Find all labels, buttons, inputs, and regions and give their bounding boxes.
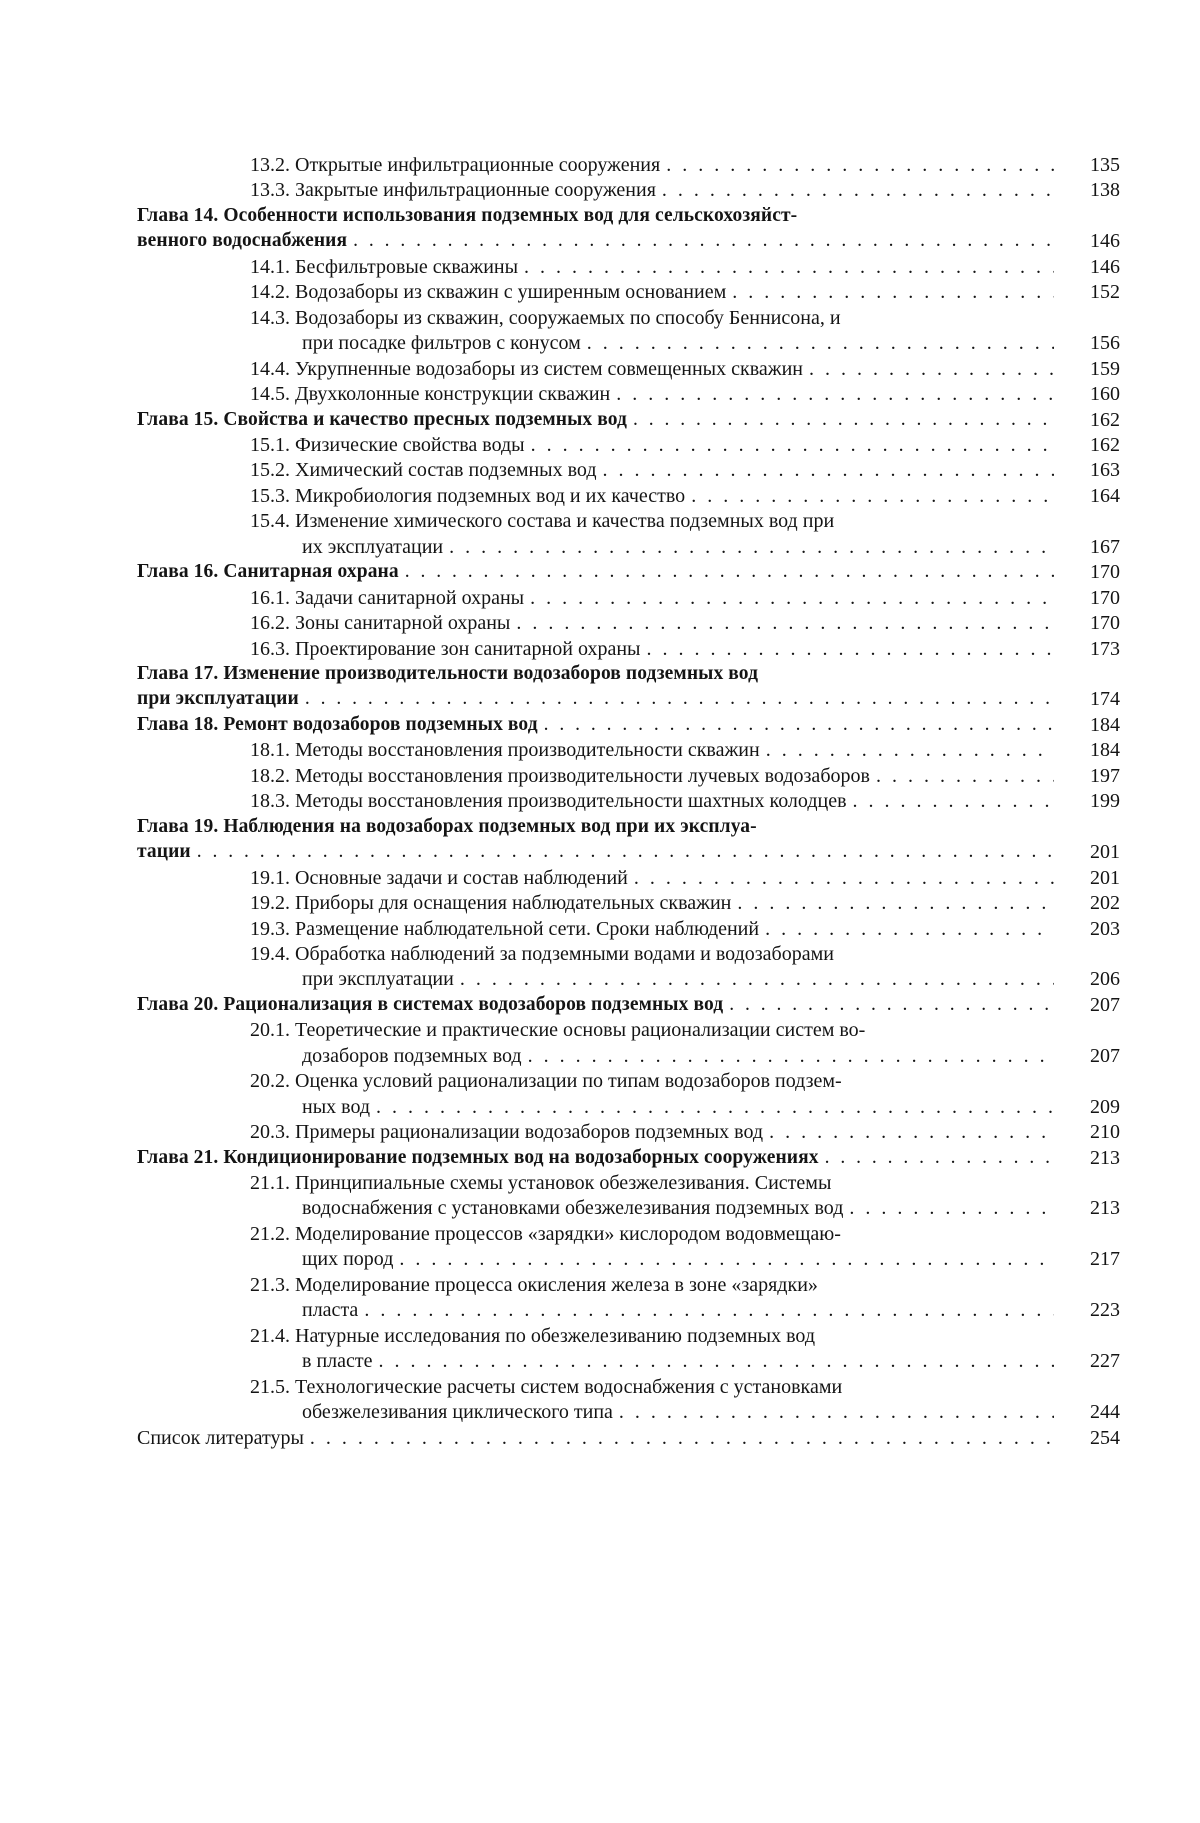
toc-entry	[250, 737, 1112, 763]
toc-entry-page-number: 146	[1054, 228, 1120, 254]
toc-entry-page-number: 184	[1054, 712, 1120, 738]
toc-entry-title: Санитарная охрана	[223, 561, 399, 582]
toc-entry	[137, 1145, 1112, 1171]
toc-entry-title: Зоны санитарной охраны	[295, 612, 511, 634]
toc-entry-title: при эксплуатации	[137, 688, 299, 709]
toc-entry	[250, 279, 1112, 305]
toc-entry-title: Методы восстановления производительности лучевых водозаборов	[295, 765, 870, 787]
toc-entry-title: Физические свойства воды	[295, 434, 525, 456]
toc-entry-number: Глава 19.	[137, 816, 219, 837]
toc-entry-title: Открытые инфильтрационные сооружения	[295, 154, 661, 176]
toc-entry-title: Химический состав подземных вод	[295, 459, 597, 481]
toc-entry	[302, 1399, 1112, 1425]
toc-entry-page-number: 223	[1054, 1297, 1120, 1323]
toc-entry-title: Технологические расчеты систем водоснабжения с установками	[295, 1376, 843, 1398]
toc-entry	[137, 686, 1112, 712]
toc-entry-page-number: 156	[1054, 330, 1120, 356]
toc-entry-title: Проектирование зон санитарной охраны	[295, 638, 641, 660]
toc-entry-page-number: 160	[1054, 381, 1120, 407]
toc-entry	[137, 992, 1112, 1018]
toc-entry	[137, 661, 1112, 687]
toc-entry-title: Примеры рационализации водозаборов подземных вод	[295, 1121, 764, 1143]
toc-entry	[302, 330, 1112, 356]
toc-entry-number: 13.2.	[250, 154, 290, 176]
toc-entry-title: Натурные исследования по обезжелезиванию подземных вод	[295, 1325, 816, 1347]
toc-entry-title: Особенности использования подземных вод для сельскохозяйст-	[223, 205, 798, 226]
toc-entry	[250, 1374, 1112, 1400]
toc-entry	[137, 839, 1112, 865]
toc-entry-page-number: 173	[1054, 636, 1120, 662]
toc-entry-title: при посадке фильтров с конусом	[302, 332, 581, 354]
toc-entry-number: 19.4.	[250, 943, 290, 965]
toc-entry-number: 20.3.	[250, 1121, 290, 1143]
toc-entry-title: Рационализация в системах водозаборов подземных вод	[223, 994, 724, 1015]
toc-entry-page-number: 138	[1054, 177, 1120, 203]
toc-entry-page-number: 227	[1054, 1348, 1120, 1374]
toc-entry-title: щих пород	[302, 1248, 394, 1270]
toc-entry-title: ных вод	[302, 1096, 371, 1118]
toc-entry-number: 15.2.	[250, 459, 290, 481]
toc-entry-page-number: 184	[1054, 737, 1120, 763]
toc-entry	[250, 610, 1112, 636]
toc-entry-title: пласта	[302, 1299, 359, 1321]
toc-entry-title: водоснабжения с установками обезжелезивания подземных вод	[302, 1197, 844, 1219]
toc-entry	[250, 1017, 1112, 1043]
toc-entry	[250, 152, 1112, 178]
toc-entry	[137, 228, 1112, 254]
toc-entry-title: Обработка наблюдений за подземными водами и водозаборами	[295, 943, 834, 965]
toc-entry	[250, 356, 1112, 382]
toc-entry	[250, 763, 1112, 789]
toc-entry-page-number: 162	[1054, 407, 1120, 433]
toc-entry-number: Глава 21.	[137, 1147, 219, 1168]
toc-entry-page-number: 159	[1054, 356, 1120, 382]
toc-entry-title: Методы восстановления производительности скважин	[295, 739, 760, 761]
toc-entry-title: Изменение производительности водозаборов подземных вод	[223, 663, 759, 684]
toc-entry	[250, 483, 1112, 509]
toc-entry-page-number: 207	[1054, 992, 1120, 1018]
toc-entry-title: Методы восстановления производительности шахтных колодцев	[295, 790, 847, 812]
toc-entry-page-number: 254	[1054, 1425, 1120, 1451]
toc-entry-title: Двухколонные конструкции скважин	[295, 383, 611, 405]
toc-entry	[250, 941, 1112, 967]
toc-entry-number: Глава 18.	[137, 714, 219, 735]
toc-entry-page-number: 210	[1054, 1119, 1120, 1145]
toc-entry-number: 19.3.	[250, 918, 290, 940]
toc-entry	[137, 203, 1112, 229]
toc-entry	[250, 1323, 1112, 1349]
toc-entry	[302, 1297, 1112, 1323]
toc-entry-number: 21.1.	[250, 1172, 290, 1194]
toc-entry	[137, 559, 1112, 585]
toc-entry	[137, 814, 1112, 840]
toc-entry-page-number: 162	[1054, 432, 1120, 458]
toc-entry-title: Кондиционирование подземных вод на водозаборных сооружениях	[223, 1147, 819, 1168]
toc-entry-page-number: 209	[1054, 1094, 1120, 1120]
toc-entry-page-number: 207	[1054, 1043, 1120, 1069]
toc-entry-title: Принципиальные схемы установок обезжелезивания. Системы	[295, 1172, 832, 1194]
toc-entry-page-number: 197	[1054, 763, 1120, 789]
toc-entry-page-number: 170	[1054, 585, 1120, 611]
toc-entry	[250, 636, 1112, 662]
toc-entry-number: 20.2.	[250, 1070, 290, 1092]
toc-entry-number: 14.3.	[250, 307, 290, 329]
toc-entry	[302, 1043, 1112, 1069]
toc-entry	[250, 254, 1112, 280]
toc-entry-title: при эксплуатации	[302, 968, 454, 990]
toc-entry-number: 21.4.	[250, 1325, 290, 1347]
toc-entry-page-number: 146	[1054, 254, 1120, 280]
toc-entry-title: Теоретические и практические основы рационализации систем во-	[295, 1019, 866, 1041]
toc-entry-number: 15.3.	[250, 485, 290, 507]
toc-entry-number: 13.3.	[250, 179, 290, 201]
toc-entry-title: Микробиология подземных вод и их качество	[295, 485, 686, 507]
toc-entry	[250, 1221, 1112, 1247]
toc-entry-page-number: 213	[1054, 1145, 1120, 1171]
toc-entry	[137, 1425, 1112, 1451]
toc-entry	[250, 585, 1112, 611]
toc-entry-page-number: 170	[1054, 610, 1120, 636]
toc-entry-page-number: 167	[1054, 534, 1120, 560]
toc-entry-title: их эксплуатации	[302, 536, 444, 558]
toc-entry	[302, 1195, 1112, 1221]
toc-entry-number: 18.3.	[250, 790, 290, 812]
toc-entry-title: Свойства и качество пресных подземных вод	[223, 409, 627, 430]
toc-entry-title: Ремонт водозаборов подземных вод	[223, 714, 538, 735]
toc-entry	[250, 916, 1112, 942]
toc-entry-page-number: 217	[1054, 1246, 1120, 1272]
toc-entry-page-number: 201	[1054, 865, 1120, 891]
toc-entry-number: Глава 17.	[137, 663, 219, 684]
toc-entry	[137, 407, 1112, 433]
toc-entry	[250, 1119, 1112, 1145]
toc-entry-page-number: 163	[1054, 457, 1120, 483]
toc-entry-number: 19.1.	[250, 867, 290, 889]
toc-entry	[250, 1170, 1112, 1196]
toc-entry-number: 21.2.	[250, 1223, 290, 1245]
toc-entry-title: венного водоснабжения	[137, 230, 348, 251]
toc-entry	[250, 788, 1112, 814]
toc-entry-number: 16.3.	[250, 638, 290, 660]
toc-entry-page-number: 206	[1054, 966, 1120, 992]
toc-entry-number: 14.2.	[250, 281, 290, 303]
toc-entry-page-number: 152	[1054, 279, 1120, 305]
toc-entry	[250, 508, 1112, 534]
toc-entry	[137, 712, 1112, 738]
toc-entry-page-number: 174	[1054, 686, 1120, 712]
toc-entry-title: обезжелезивания циклического типа	[302, 1401, 613, 1423]
toc-entry-title: Изменение химического состава и качества подземных вод при	[295, 510, 835, 532]
toc-entry	[250, 381, 1112, 407]
toc-entry-number: 21.5.	[250, 1376, 290, 1398]
toc-entry-number: 14.5.	[250, 383, 290, 405]
toc-entry-page-number: 164	[1054, 483, 1120, 509]
toc-entry-number: 15.1.	[250, 434, 290, 456]
toc-entry	[250, 457, 1112, 483]
toc-entry-title: Водозаборы из скважин, сооружаемых по способу Беннисона, и	[295, 307, 841, 329]
toc-entry-page-number: 135	[1054, 152, 1120, 178]
toc-entry-number: 19.2.	[250, 892, 290, 914]
toc-entry-title: Укрупненные водозаборы из систем совмещенных скважин	[295, 358, 803, 380]
toc-entry-title: Задачи санитарной охраны	[295, 587, 525, 609]
toc-entry-title: Размещение наблюдательной сети. Сроки наблюдений	[295, 918, 760, 940]
toc-entry-title: Бесфильтровые скважины	[295, 256, 519, 278]
toc-entry-number: 18.2.	[250, 765, 290, 787]
toc-entry-page-number: 170	[1054, 559, 1120, 585]
toc-entry	[302, 1348, 1112, 1374]
toc-entry-page-number: 244	[1054, 1399, 1120, 1425]
toc-entry	[250, 890, 1112, 916]
toc-entry-title: Моделирование процесса окисления железа в зоне «зарядки»	[295, 1274, 818, 1296]
toc-entry-page-number: 202	[1054, 890, 1120, 916]
toc-entry	[250, 1272, 1112, 1298]
toc-entry-page-number: 201	[1054, 839, 1120, 865]
toc-entry-title: Приборы для оснащения наблюдательных скважин	[295, 892, 732, 914]
toc-entry-title: Наблюдения на водозаборах подземных вод при их эксплуа-	[223, 816, 757, 837]
toc-entry-title: Моделирование процессов «зарядки» кислородом водовмещаю-	[295, 1223, 841, 1245]
toc-entry-page-number: 203	[1054, 916, 1120, 942]
toc-entry-title: Оценка условий рационализации по типам водозаборов подзем-	[295, 1070, 842, 1092]
toc-entry-page-number: 213	[1054, 1195, 1120, 1221]
toc-entry-title: тации	[137, 841, 191, 862]
toc-entry-number: Глава 16.	[137, 561, 219, 582]
toc-entry-number: Глава 20.	[137, 994, 219, 1015]
toc-entry	[250, 432, 1112, 458]
toc-entry-title: Закрытые инфильтрационные сооружения	[295, 179, 656, 201]
toc-entry	[250, 865, 1112, 891]
toc-entry-title: в пласте	[302, 1350, 373, 1372]
toc-entry	[250, 305, 1112, 331]
toc-entry-title: Основные задачи и состав наблюдений	[295, 867, 628, 889]
toc-entry-number: 15.4.	[250, 510, 290, 532]
toc-entry	[302, 1246, 1112, 1272]
toc-entry	[302, 534, 1112, 560]
toc-entry-number: 14.1.	[250, 256, 290, 278]
toc-entry-page-number: 199	[1054, 788, 1120, 814]
toc-entry-number: 20.1.	[250, 1019, 290, 1041]
toc-entry-number: 21.3.	[250, 1274, 290, 1296]
toc-entry-number: 16.2.	[250, 612, 290, 634]
toc-entry-title: Водозаборы из скважин с уширенным основанием	[295, 281, 727, 303]
toc-entry	[302, 1094, 1112, 1120]
toc-entry	[250, 177, 1112, 203]
toc-entry-title: дозаборов подземных вод	[302, 1045, 522, 1067]
toc-entry	[302, 966, 1112, 992]
toc-entry-number: 18.1.	[250, 739, 290, 761]
toc-entry	[250, 1068, 1112, 1094]
toc-entry-number: 16.1.	[250, 587, 290, 609]
toc-entry-number: 14.4.	[250, 358, 290, 380]
toc-entry-title: Список литературы	[137, 1427, 304, 1449]
toc-entry-number: Глава 15.	[137, 409, 219, 430]
toc-entry-number: Глава 14.	[137, 205, 219, 226]
